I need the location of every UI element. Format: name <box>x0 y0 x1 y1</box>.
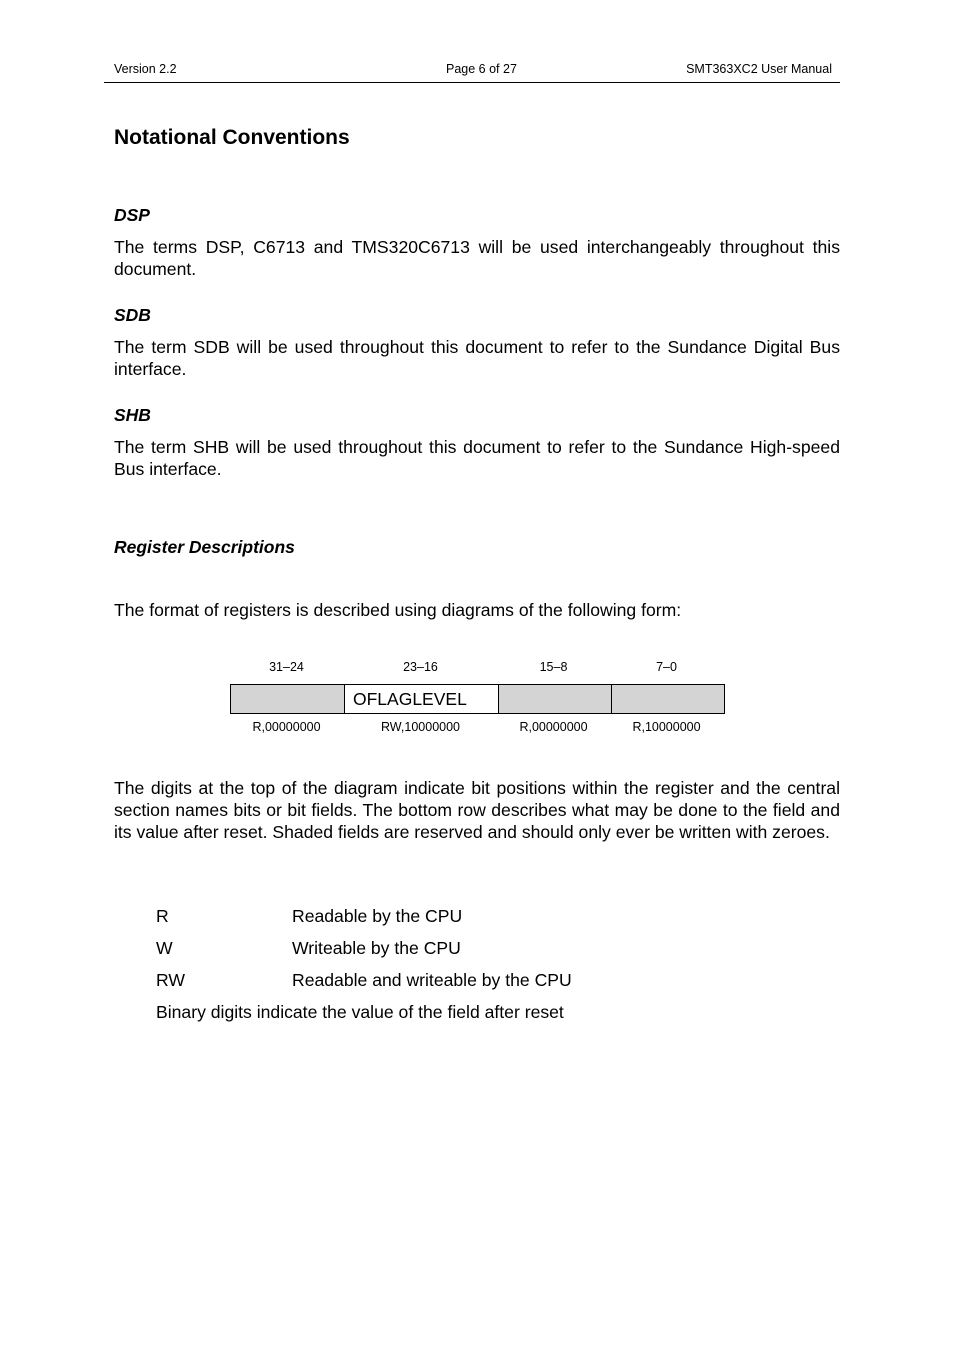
legend-description: Readable by the CPU <box>292 906 463 926</box>
shb-paragraph: The term SHB will be used throughout this document to refer to the Sundance High-speed Bus interface. <box>114 437 840 479</box>
legend-code: W <box>156 938 173 958</box>
reserved-field <box>611 685 724 713</box>
legend-note-text: Binary digits indicate the value of the field after reset <box>156 1002 564 1022</box>
register-explanation: The digits at the top of the diagram indicate bit positions within the register and the central section names bits or bit fields. The bottom row describes what may be done to the field and its value after reset. Shaded fields are reserved and should only ever be written with zeroes. <box>114 778 840 842</box>
legend-description: Readable and writeable by the CPU <box>292 970 572 990</box>
register-intro: The format of registers is described using diagrams of the following form: <box>114 600 682 620</box>
legend-description: Writeable by the CPU <box>292 938 461 958</box>
register-diagram <box>230 660 725 738</box>
section-title: Notational Conventions <box>114 126 350 149</box>
bit-range-label: 15–8 <box>539 660 568 674</box>
legend-code: RW <box>156 970 185 990</box>
reserved-field <box>231 685 344 713</box>
bit-range-label: 31–24 <box>269 660 304 674</box>
register-descriptions-heading: Register Descriptions <box>114 537 295 557</box>
sdb-heading: SDB <box>114 305 151 325</box>
access-reset-row <box>230 720 725 738</box>
access-value-label: R,00000000 <box>252 720 321 734</box>
page-number: Page 6 of 27 <box>446 62 517 76</box>
bit-range-label: 7–0 <box>656 660 677 674</box>
field-name: OFLAGLEVEL <box>353 689 467 709</box>
bit-range-label: 23–16 <box>403 660 438 674</box>
dsp-heading: DSP <box>114 205 150 225</box>
access-value-label: R,00000000 <box>519 720 588 734</box>
version-label: Version 2.2 <box>114 62 177 76</box>
access-value-label: R,10000000 <box>632 720 701 734</box>
oflaglevel-field <box>344 685 498 713</box>
register-fields-row <box>230 684 725 714</box>
shb-heading: SHB <box>114 405 151 425</box>
legend-code: R <box>156 906 169 926</box>
reserved-field <box>498 685 611 713</box>
page-header <box>104 62 840 83</box>
manual-title: SMT363XC2 User Manual <box>686 62 832 76</box>
dsp-paragraph: The terms DSP, C6713 and TMS320C6713 will be used interchangeably throughout this document. <box>114 237 840 279</box>
bit-positions-row <box>230 660 725 678</box>
sdb-paragraph: The term SDB will be used throughout this document to refer to the Sundance Digital Bus interface. <box>114 337 840 379</box>
access-value-label: RW,10000000 <box>381 720 460 734</box>
